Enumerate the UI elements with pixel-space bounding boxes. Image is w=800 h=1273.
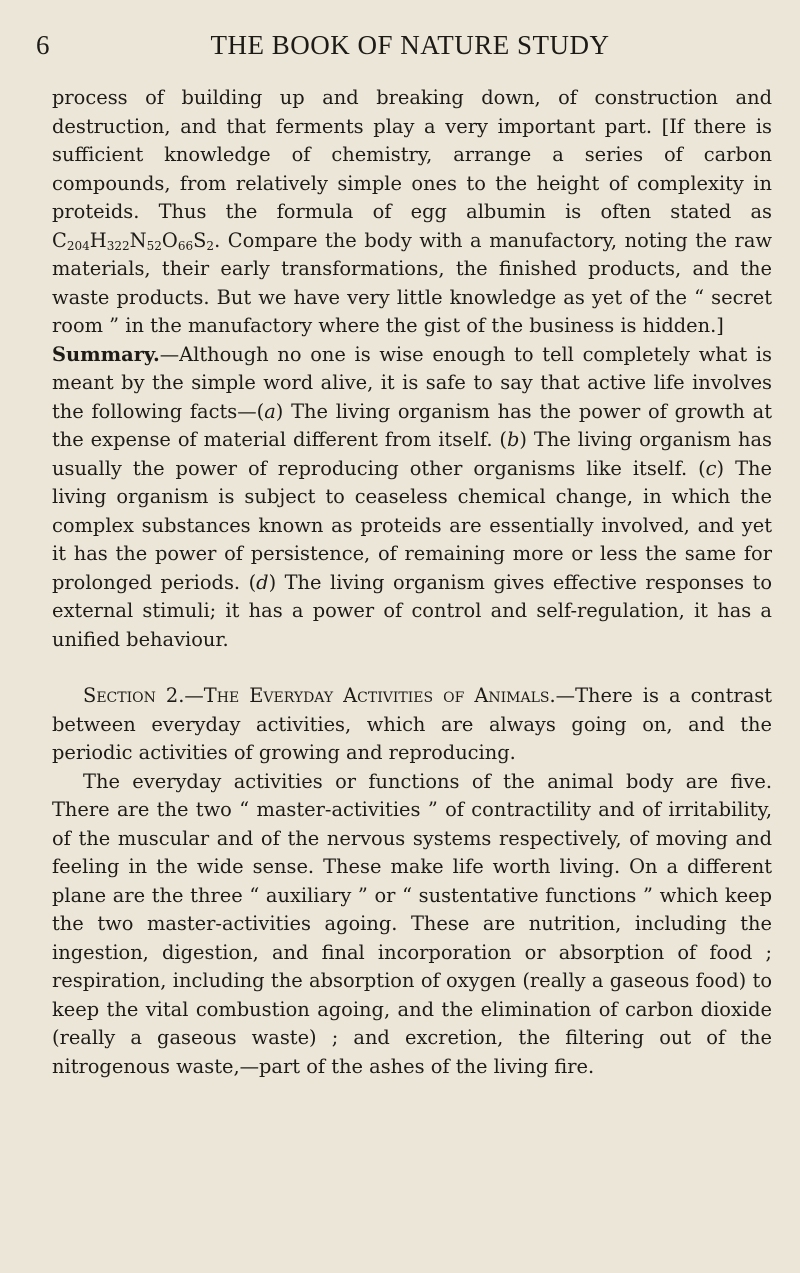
section-2-intro-paragraph xyxy=(52,682,772,768)
section-2-body-paragraph: The everyday activities or functions of the animal body are five. There are the two “ master-activities ” of contractility and of irritability, of the muscular and of the nervous systems respectively, of moving and feeling in the wide sense. These make life worth living. On a different plane are the three “ auxiliary ” or “ sustentative functions ” which keep the two master-activities agoing. These are nutrition, including the ingestion, digestion, and final incorporation or absorption of food ; respiration, including the absorption of oxygen (really a gaseous food) to keep the vital combustion agoing, and the elimination of carbon dioxide (really a gaseous waste) ; and excretion, the filtering out of the nitrogenous waste,—part of the ashes of the living fire. xyxy=(52,769,772,1078)
formula-count-n: 52 xyxy=(146,238,162,253)
summary-intro: —Although no one is wise enough to tell completely what is meant by the simple word alive, it is safe to say that active life involves the following facts—( xyxy=(52,342,772,423)
running-head: THE BOOK OF NATURE STUDY xyxy=(210,30,610,60)
summary-fact-b: ) The living organism has usually the power of reproducing other organisms like itself. ( xyxy=(52,428,772,480)
summary-label-c: c xyxy=(705,456,717,480)
formula-element-h: H xyxy=(89,228,107,252)
summary-label-d: d xyxy=(256,570,269,594)
formula-element-c: C xyxy=(52,228,67,252)
summary-paragraph xyxy=(52,341,772,655)
paragraph-proteids-text-end: . Compare the body with a manufactory, noting the raw materials, their early transformations, the finished products, and the waste products. But we have very little knowledge as yet of the “ secret room ” in the manufactory where the gist of the business is hidden.] xyxy=(52,228,772,337)
formula-element-s: S xyxy=(193,228,207,252)
summary-fact-d: ) The living organism gives effective responses to external stimuli; it has a power of control and self-regulation, it has a unified behaviour. xyxy=(52,570,772,651)
formula-element-o: O xyxy=(161,228,178,252)
section-2-intro: —There is a contrast between everyday activities, which are always going on, and the periodic activities of growing and reproducing. xyxy=(52,684,773,764)
summary-label-b: b xyxy=(507,428,520,451)
formula-count-c: 204 xyxy=(66,238,90,253)
paragraph-proteids xyxy=(52,84,772,341)
formula-count-h: 322 xyxy=(106,238,130,253)
summary-label-a: a xyxy=(264,399,276,423)
formula-count-o: 66 xyxy=(177,238,194,253)
paragraph-proteids-text-start: process of building up and breaking down, of construction and destruction, and that ferments play a very important part. [If there is sufficient knowledge of chemistry, arrange a series of carbon compounds, from relatively simple ones to the height of complexity in proteids. Thus the formula of egg albumin is often stated as xyxy=(52,86,772,223)
formula-element-n: N xyxy=(129,228,147,252)
formula-count-s: 2 xyxy=(206,238,215,253)
summary-fact-a: ) The living organism has the power of growth at the expense of material different from itself. ( xyxy=(52,399,772,451)
page-body xyxy=(52,84,772,1081)
summary-fact-c: ) The living organism is subject to ceaseless chemical change, in which the complex substances known as proteids are essentially involved, and yet it has the power of persistence, of remaining more or less the same for prolonged periods. ( xyxy=(52,456,772,594)
section-2-heading: Section 2.—The Everyday Activities of Animals. xyxy=(83,684,556,707)
summary-heading: Summary. xyxy=(52,342,160,366)
page-number: 6 xyxy=(36,30,50,60)
egg-albumin-formula xyxy=(52,229,214,252)
page-header xyxy=(36,30,764,70)
